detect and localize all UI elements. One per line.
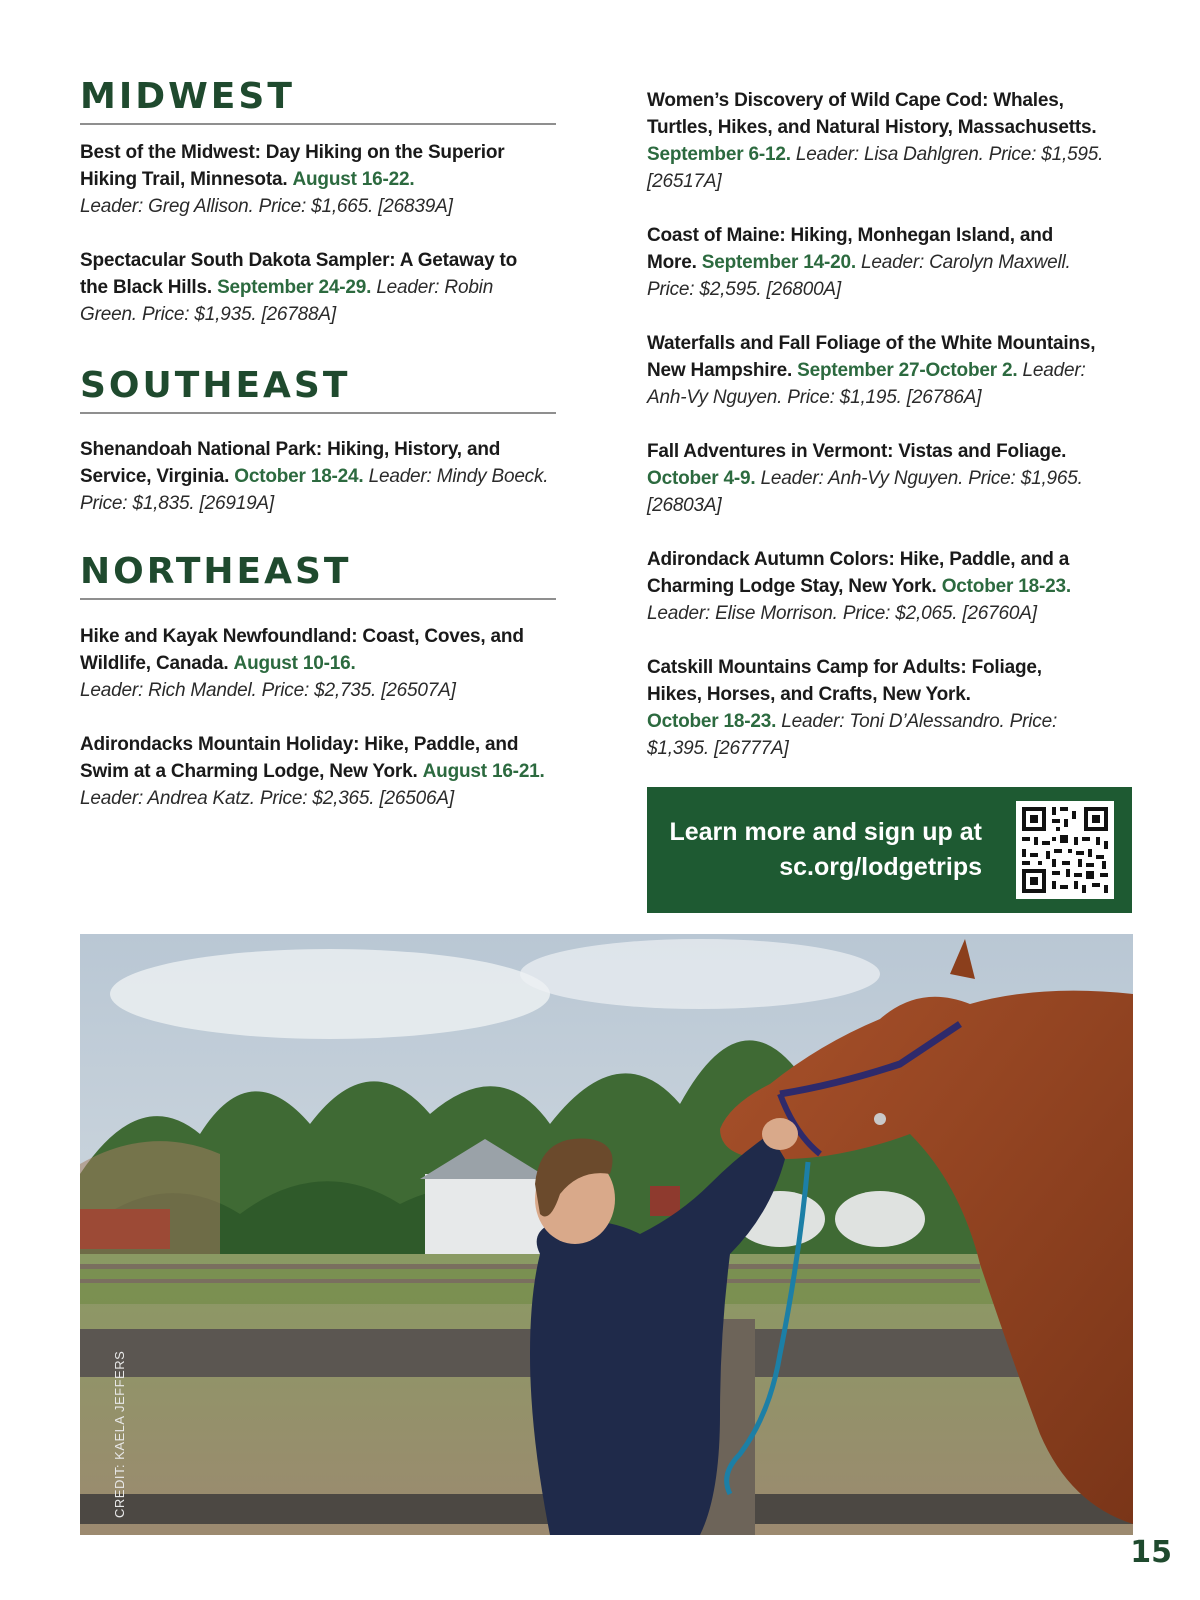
section-heading-midwest: MIDWEST (80, 77, 556, 125)
trip-dates: October 18-23. (647, 711, 777, 732)
trip-title: Adirondack Autumn Colors: Hike, Paddle, and a Charming Lodge Stay, New York. (647, 549, 1070, 597)
trip-dates: August 16-22. (292, 169, 415, 190)
trip-dates: September 27-October 2. (797, 360, 1018, 381)
photo-illustration (80, 934, 1133, 1535)
trip-listing (647, 87, 1127, 195)
trip-details: Leader: Anh-Vy Nguyen. Price: $1,195. [26786A] (647, 360, 1086, 408)
trip-title: Adirondacks Mountain Holiday: Hike, Paddle, and Swim at a Charming Lodge, New York. (80, 734, 519, 782)
trip-title: Catskill Mountains Camp for Adults: Foliage, Hikes, Horses, and Crafts, New York. (647, 657, 1042, 705)
trip-title: Fall Adventures in Vermont: Vistas and Foliage. (647, 441, 1067, 462)
section-heading-southeast: SOUTHEAST (80, 366, 556, 414)
signup-url[interactable]: sc.org/lodgetrips (779, 853, 982, 881)
trip-listing (80, 623, 540, 704)
trip-title: Waterfalls and Fall Foliage of the White Mountains, New Hampshire. (647, 333, 1096, 381)
trip-details: Leader: Toni D’Alessandro. Price: $1,395. [26777A] (647, 711, 1058, 759)
trip-listing (647, 222, 1087, 303)
page-number: 15 (1130, 1535, 1172, 1570)
trip-dates: September 24-29. (217, 277, 372, 298)
trip-title: Spectacular South Dakota Sampler: A Getaway to the Black Hills. (80, 250, 518, 298)
trip-listing (80, 436, 565, 517)
trip-listing (80, 247, 550, 328)
trip-dates: September 14-20. (701, 252, 856, 273)
photo-woman-with-horse (80, 934, 1133, 1535)
trip-listing (80, 731, 560, 812)
signup-callout-line: Learn more and sign up at (669, 818, 982, 846)
trip-dates: October 4-9. (647, 468, 756, 489)
signup-callout[interactable] (647, 787, 1132, 913)
trip-listing (647, 438, 1137, 519)
trip-title: Coast of Maine: Hiking, Monhegan Island, and More. (647, 225, 1054, 273)
qr-code-icon[interactable] (1016, 801, 1114, 899)
trip-title: Best of the Midwest: Day Hiking on the Superior Hiking Trail, Minnesota. (80, 142, 505, 190)
trip-details: Leader: Mindy Boeck. Price: $1,835. [26919A] (80, 466, 549, 514)
section-heading-northeast: NORTHEAST (80, 552, 556, 600)
trip-listing (647, 546, 1142, 627)
photo-credit: CREDIT: KAELA JEFFERS (112, 1350, 127, 1518)
trip-title: Women’s Discovery of Wild Cape Cod: Whales, Turtles, Hikes, and Natural History, Massachusetts. (647, 90, 1097, 138)
signup-callout-text (669, 815, 982, 885)
trip-dates: August 16-21. (422, 761, 545, 782)
trip-dates: October 18-23. (941, 576, 1071, 597)
trip-details: Leader: Carolyn Maxwell. Price: $2,595. [26800A] (647, 252, 1071, 300)
trip-details: Leader: Lisa Dahlgren. Price: $1,595. [26517A] (647, 144, 1104, 192)
trip-listing (80, 139, 555, 220)
trip-title: Shenandoah National Park: Hiking, History, and Service, Virginia. (80, 439, 501, 487)
trip-details: Leader: Anh-Vy Nguyen. Price: $1,965. [26803A] (647, 468, 1083, 516)
qr-code-graphic (1016, 801, 1114, 899)
trip-details: Leader: Elise Morrison. Price: $2,065. [26760A] (647, 603, 1037, 624)
trip-dates: August 10-16. (233, 653, 356, 674)
trip-listing (647, 330, 1127, 411)
trip-dates: October 18-24. (234, 466, 364, 487)
trip-details: Leader: Andrea Katz. Price: $2,365. [26506A] (80, 788, 454, 809)
trip-dates: September 6-12. (647, 144, 791, 165)
trip-details: Leader: Robin Green. Price: $1,935. [26788A] (80, 277, 494, 325)
trip-title: Hike and Kayak Newfoundland: Coast, Coves, and Wildlife, Canada. (80, 626, 524, 674)
trip-details: Leader: Greg Allison. Price: $1,665. [26839A] (80, 196, 453, 217)
trip-listing (647, 654, 1087, 762)
trip-details: Leader: Rich Mandel. Price: $2,735. [26507A] (80, 680, 456, 701)
